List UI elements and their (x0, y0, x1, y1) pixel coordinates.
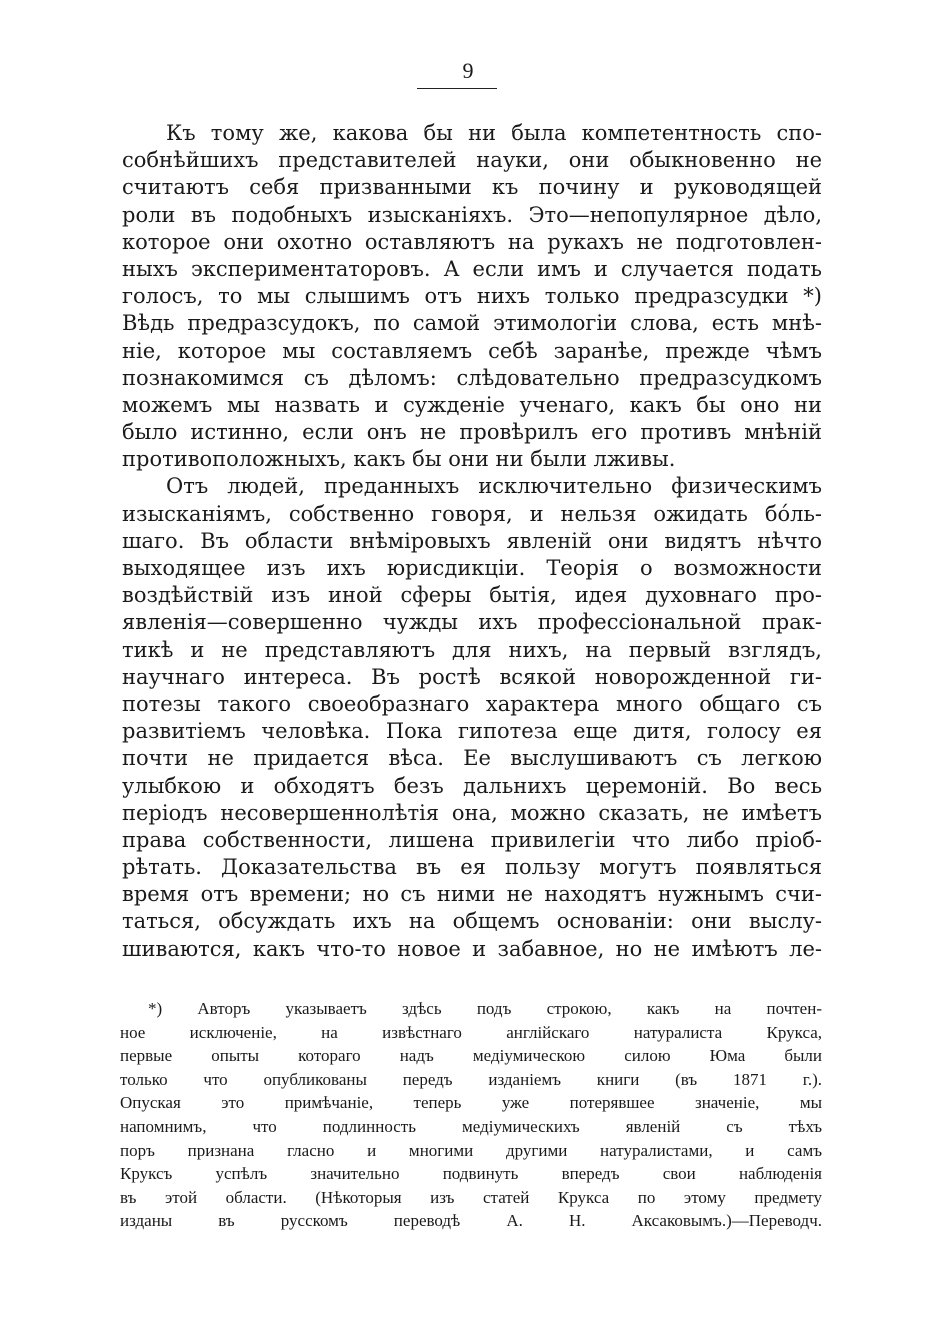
text-line: тикѣ и не представляютъ для нихъ, на первый взглядъ, (122, 637, 822, 662)
text-line: можемъ мы назвать и сужденіе ученаго, какъ бы оно ни (122, 392, 822, 417)
footnote-line: изданы въ русскомъ переводѣ А. Н. Аксаковымъ.)—Переводч. (120, 1211, 822, 1231)
text-line: научнаго интереса. Въ ростѣ всякой новорожденной ги- (122, 664, 822, 689)
text-line: время отъ времени; но съ ними не находятъ нужнымъ счи- (122, 882, 822, 907)
footnote-line: *) Авторъ указываетъ здѣсь подъ строкою, какъ на почтен- (148, 999, 822, 1018)
text-line: Отъ людей, преданныхъ исключительно физическимъ (166, 474, 822, 499)
footnote-line: Опуская это примѣчаніе, теперь уже потерявшее значеніе, мы (120, 1093, 822, 1113)
text-line: права собственности, лишена привилегіи что либо пріоб- (122, 827, 822, 852)
text-line: шаго. Въ области внѣміровыхъ явленій они видятъ нѣчто (122, 528, 822, 553)
text-line: потезы такого своеобразнаго характера много общаго съ (122, 691, 822, 716)
text-line: рѣтать. Доказательства въ ея пользу могутъ появляться (122, 855, 822, 880)
footnote-line: ное исключеніе, на извѣстнаго англійскаго натуралиста Крукса, (120, 1022, 822, 1042)
text-line: познакомимся съ дѣломъ: слѣдовательно предразсудкомъ (122, 365, 822, 390)
text-line: изысканіямъ, собственно говоря, и нельзя ожидать бóль- (122, 501, 822, 526)
text-line: голосъ, то мы слышимъ отъ нихъ только предразсудки *) (122, 284, 822, 309)
text-line: шиваются, какъ что-то новое и забавное, но не имѣютъ ле- (122, 936, 822, 961)
text-line: считаютъ себя призванными къ почину и руководящей (122, 175, 822, 200)
text-line: періодъ несовершеннолѣтія она, можно сказать, не имѣетъ (122, 800, 822, 825)
text-line: улыбкою и обходятъ безъ дальнихъ церемоній. Во весь (122, 773, 822, 798)
text-line: противоположныхъ, какъ бы они ни были лживы. (122, 447, 676, 472)
text-line: роли въ подобныхъ изысканіяхъ. Это—непопулярное дѣло, (122, 202, 822, 227)
text-line: собнѣйшихъ представителей науки, они обыкновенно не (122, 148, 822, 173)
footnote-line: въ этой области. (Нѣкоторыя изъ статей Крукса по этому предмету (120, 1187, 822, 1207)
footnote-line: Круксъ успѣлъ значительно подвинуть впередъ свои наблюденія (120, 1164, 822, 1184)
text-line: Вѣдь предразсудокъ, по самой этимологіи слова, есть мнѣ- (122, 311, 822, 336)
text-line: Къ тому же, какова бы ни была компетентность спо- (166, 121, 822, 145)
text-line: почти не придается вѣса. Ее выслушиваютъ съ легкою (122, 746, 822, 771)
page-number-rule (417, 88, 497, 89)
text-line: воздѣйствій изъ иной сферы бытія, идея духовнаго про- (122, 583, 822, 608)
text-line: явленія—совершенно чужды ихъ профессіональной прак- (122, 610, 822, 635)
text-line: таться, обсуждать ихъ на общемъ основаніи: они выслу- (122, 909, 822, 934)
text-line: было истинно, если онъ не провѣрилъ его противъ мнѣній (122, 420, 822, 445)
footnote-line: поръ признана гласно и многими другими натуралистами, и самъ (120, 1140, 822, 1160)
footnote-line: напомнимъ, что подлинность медіумическихъ явленій съ тѣхъ (120, 1116, 822, 1136)
page-number: 9 (462, 58, 474, 83)
text-line: которое они охотно оставляютъ на рукахъ не подготовлен- (122, 229, 822, 254)
footnote (120, 997, 822, 1233)
text-line: развитіемъ человѣка. Пока гипотеза еще дитя, голосу ея (122, 719, 822, 744)
text-line: ніе, которое мы составляемъ себѣ заранѣе, прежде чѣмъ (122, 338, 822, 363)
footnote-line: первые опыты котораго надъ медіумическою силою Юма были (120, 1046, 822, 1066)
footnote-line: только что опубликованы передъ изданіемъ книги (въ 1871 г.). (120, 1069, 822, 1089)
main-text (122, 120, 822, 963)
text-line: ныхъ экспериментаторовъ. А если имъ и случается подать (122, 256, 822, 281)
text-line: выходящее изъ ихъ юрисдикціи. Теорія о возможности (122, 556, 822, 580)
